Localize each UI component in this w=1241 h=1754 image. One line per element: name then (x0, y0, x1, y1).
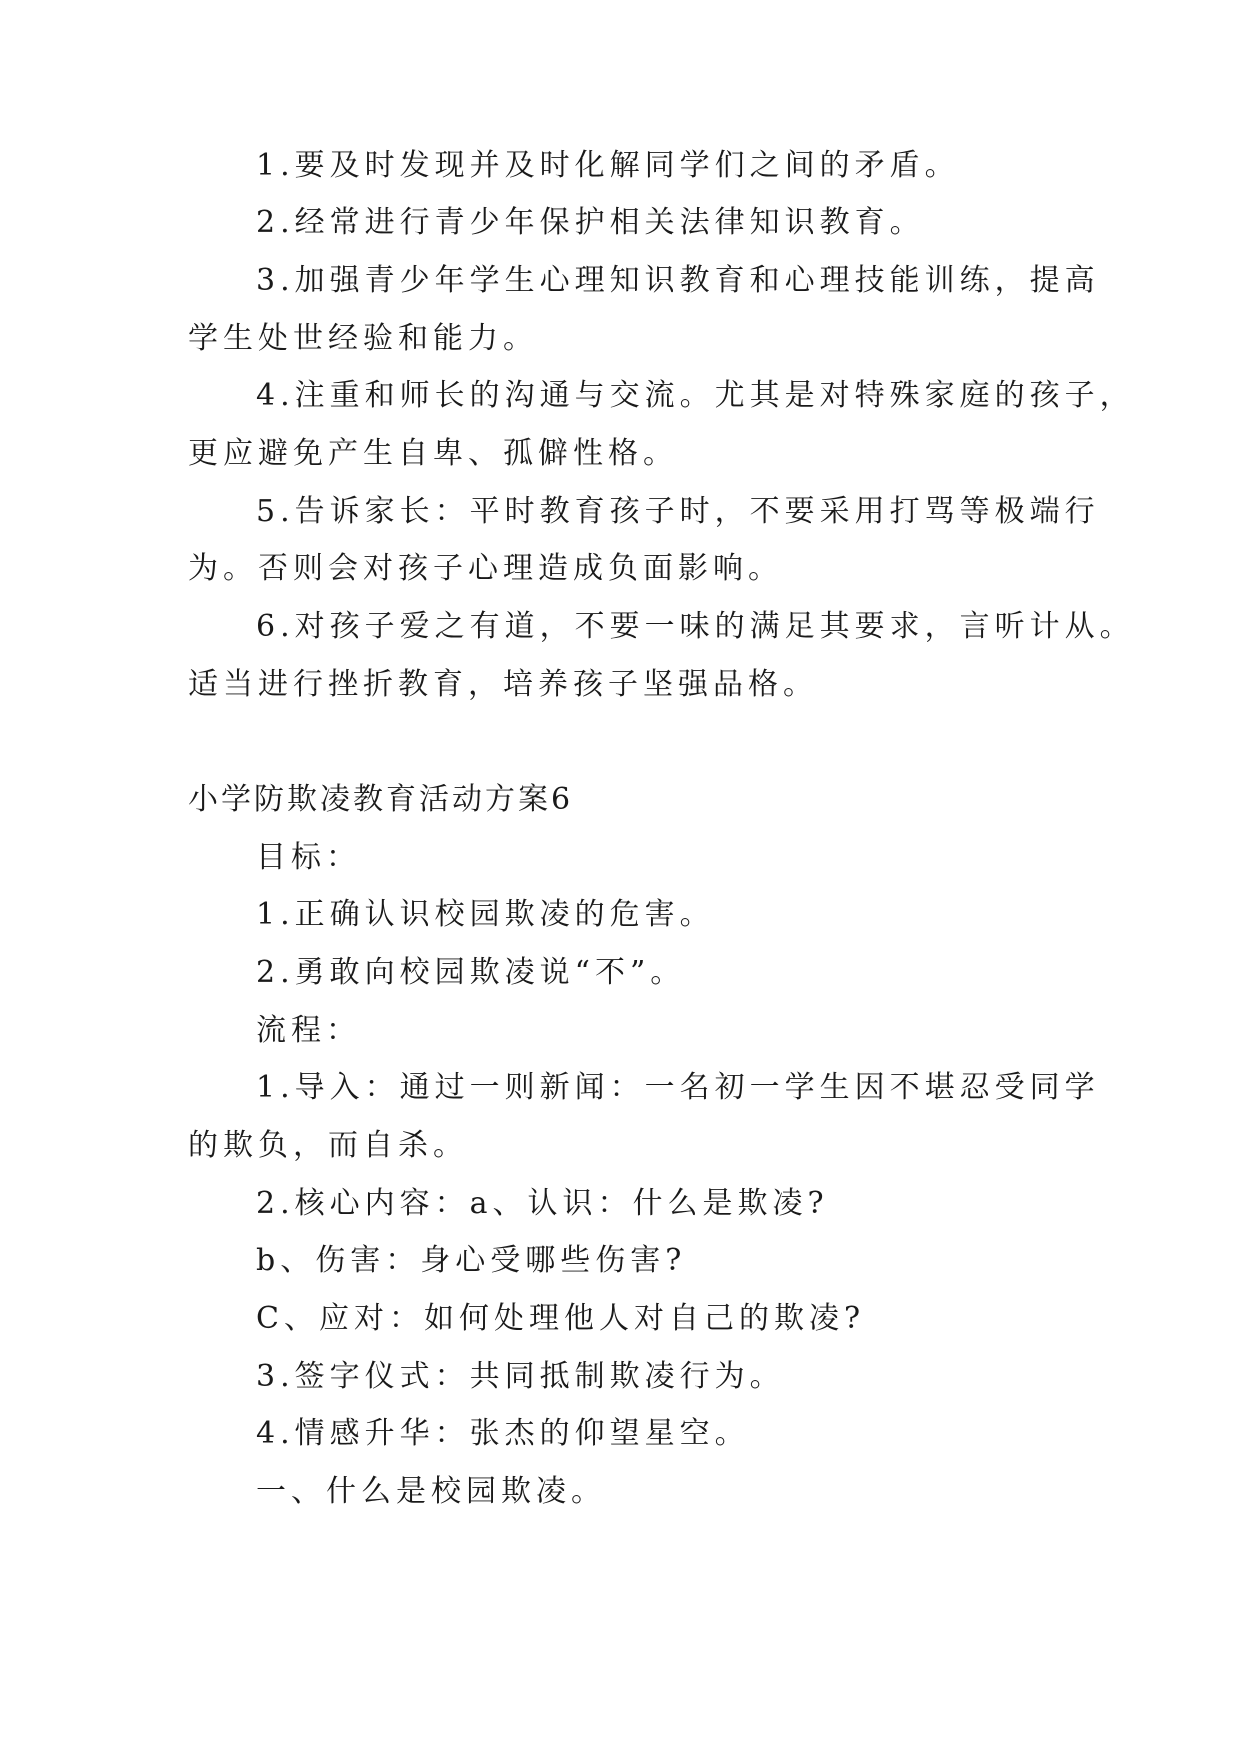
process-step-4: 4.情感升华：张杰的仰望星空。 (256, 1416, 750, 1451)
paragraph-item-3-line-2: 学生处世经验和能力。 (188, 321, 538, 356)
paragraph-item-6-line-2: 适当进行挫折教育，培养孩子坚强品格。 (188, 667, 818, 702)
paragraph-item-4-line-2: 更应避免产生自卑、孤僻性格。 (188, 436, 678, 471)
process-step-2c: C、应对：如何处理他人对自己的欺凌? (256, 1301, 866, 1336)
process-step-1-line-1: 1.导入：通过一则新闻：一名初一学生因不堪忍受同学 (256, 1070, 1100, 1105)
paragraph-item-5-line-2: 为。否则会对孩子心理造成负面影响。 (188, 551, 783, 586)
paragraph-item-3-line-1: 3.加强青少年学生心理知识教育和心理技能训练，提高 (256, 263, 1100, 298)
part-one-title: 一、什么是校园欺凌。 (256, 1474, 606, 1509)
paragraph-item-5-line-1: 5.告诉家长：平时教育孩子时，不要采用打骂等极端行 (256, 494, 1100, 529)
paragraph-item-6-line-1: 6.对孩子爱之有道，不要一味的满足其要求，言听计从。 (256, 609, 1135, 644)
process-step-3: 3.签字仪式：共同抵制欺凌行为。 (256, 1359, 785, 1394)
goal-label: 目标： (256, 840, 361, 875)
paragraph-item-2: 2.经常进行青少年保护相关法律知识教育。 (256, 205, 925, 240)
paragraph-item-1: 1.要及时发现并及时化解同学们之间的矛盾。 (256, 148, 960, 183)
process-step-2: 2.核心内容：a、认识：什么是欺凌? (256, 1186, 829, 1221)
process-label: 流程： (256, 1013, 361, 1048)
section-title: 小学防欺凌教育活动方案6 (188, 782, 574, 817)
process-step-1-line-2: 的欺负，而自杀。 (188, 1128, 468, 1163)
process-step-2b: b、伤害：身心受哪些伤害? (256, 1243, 687, 1278)
paragraph-item-4-line-1: 4.注重和师长的沟通与交流。尤其是对特殊家庭的孩子， (256, 378, 1135, 413)
goal-item-2: 2.勇敢向校园欺凌说“不”。 (256, 955, 686, 990)
goal-item-1: 1.正确认识校园欺凌的危害。 (256, 897, 715, 932)
